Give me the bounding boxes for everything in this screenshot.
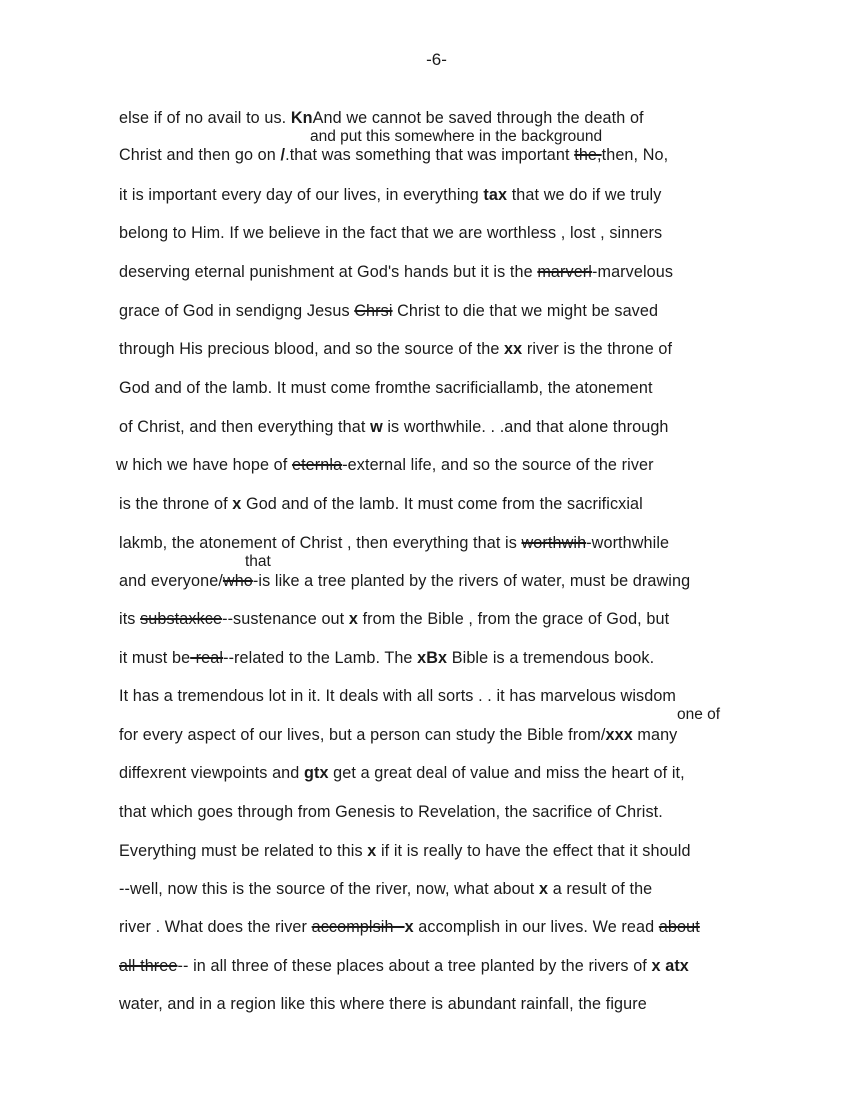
text-line	[119, 649, 654, 668]
text-segment: diffexrent viewpoints and	[119, 764, 304, 782]
text-segment: lakmb, the atonement of Christ , then everything that is	[119, 534, 522, 552]
text-line	[119, 340, 672, 359]
text-segment: and everyone/	[119, 572, 223, 590]
text-segment: -marvelous	[592, 263, 674, 281]
overtyped-text: /	[280, 146, 286, 164]
text-segment: --sustenance out	[222, 610, 349, 628]
text-line	[119, 842, 691, 861]
text-line	[119, 224, 662, 243]
overtyped-text: xxx	[605, 726, 633, 744]
overtyped-text: x	[367, 842, 377, 860]
text-segment: water, and in a region like this where there is abundant rainfall, the figure	[119, 995, 647, 1013]
text-segment: -is like a tree planted by the rivers of water, must be drawing	[252, 572, 691, 590]
interlinear-insertion: one of	[677, 706, 721, 723]
text-line	[119, 534, 669, 553]
overtyped-text: Kn	[290, 109, 313, 127]
text-line	[119, 995, 647, 1014]
text-segment: w hich we have hope of	[116, 456, 292, 474]
text-segment: if it is really to have the effect that it should	[376, 842, 691, 860]
text-line	[119, 263, 673, 282]
struck-text: about	[658, 918, 700, 936]
overtyped-text: x	[348, 610, 358, 628]
text-segment: Bible is a tremendous book.	[447, 649, 655, 667]
text-segment: else if of no avail to us.	[119, 109, 291, 127]
struck-text: worthwih	[521, 534, 587, 552]
text-line	[119, 186, 661, 205]
text-line	[119, 918, 700, 937]
text-line	[119, 957, 689, 976]
overtyped-text: x	[232, 495, 242, 513]
text-segment: river . What does the river	[119, 918, 312, 936]
struck-text: all three	[119, 957, 178, 975]
text-segment: is worthwhile. . .and that alone through	[382, 418, 669, 436]
interlinear-insertion: and put this somewhere in the background	[310, 128, 603, 145]
text-segment: it is important every day of our lives, in everything	[119, 186, 484, 204]
text-line	[119, 146, 668, 165]
interlinear-insertion: that	[245, 553, 271, 570]
text-segment: is the throne of	[119, 495, 233, 513]
text-line	[119, 610, 669, 629]
overtyped-text: w	[370, 418, 383, 436]
struck-text: who	[222, 572, 253, 590]
text-segment: Christ and then go on	[119, 146, 281, 164]
text-segment: .that was something that was important	[285, 146, 575, 164]
overtyped-text: x atx	[651, 957, 689, 975]
text-line	[119, 880, 652, 899]
text-segment: -external life, and so the source of the river	[342, 456, 654, 474]
text-segment: river is the throne of	[522, 340, 673, 358]
text-segment: --well, now this is the source of the river, now, what about	[119, 880, 539, 898]
text-segment: It has a tremendous lot in it. It deals with all sorts . . it has marvelous wisdom	[119, 687, 677, 705]
text-segment: that which goes through from Genesis to Revelation, the sacrifice of Christ.	[119, 803, 663, 821]
text-line	[116, 456, 654, 475]
text-segment: grace of God in sendigng Jesus	[119, 302, 355, 320]
struck-text: the,	[574, 146, 602, 164]
text-line	[119, 803, 663, 822]
text-segment: for every aspect of our lives, but a person can study the Bible from/	[119, 726, 606, 744]
text-line	[119, 109, 644, 128]
text-line	[119, 379, 653, 398]
struck-text: eternla	[291, 456, 343, 474]
text-segment: Everything must be related to this	[119, 842, 368, 860]
struck-text: substaxkce	[140, 610, 223, 628]
overtyped-text: tax	[483, 186, 508, 204]
text-segment: -worthwhile	[586, 534, 670, 552]
text-line	[119, 572, 690, 591]
overtyped-text: xx	[504, 340, 523, 358]
text-line	[119, 687, 676, 706]
text-segment: God and of the lamb. It must come from the sacrificxial	[241, 495, 643, 513]
overtyped-text: gtx	[303, 764, 329, 782]
text-segment: through His precious blood, and so the source of the	[119, 340, 505, 358]
text-segment: --related to the Lamb. The	[223, 649, 418, 667]
text-segment: Christ to die that we might be saved	[392, 302, 659, 320]
text-line	[119, 764, 685, 783]
struck-text: accomplsih--	[311, 918, 405, 936]
text-segment: belong to Him. If we believe in the fact that we are worthless , lost , sinners	[119, 224, 663, 242]
text-segment: accomplish in our lives. We read	[413, 918, 659, 936]
text-segment: its	[119, 610, 141, 628]
text-segment: And we cannot be saved through the death of	[312, 109, 644, 127]
text-segment: from the Bible , from the grace of God, but	[357, 610, 670, 628]
text-segment: God and of the lamb. It must come fromthe sacrificiallamb, the atonement	[119, 379, 653, 397]
struck-text: -real	[190, 649, 224, 667]
text-segment: it must be	[119, 649, 191, 667]
text-segment: a result of the	[548, 880, 653, 898]
text-line	[119, 726, 677, 745]
text-segment: -- in all three of these places about a tree planted by the rivers of	[177, 957, 652, 975]
overtyped-text: x	[404, 918, 414, 936]
struck-text: Chrsi	[354, 302, 393, 320]
overtyped-text: xBx	[417, 649, 448, 667]
text-line	[119, 418, 669, 437]
text-segment: then, No,	[601, 146, 669, 164]
struck-text: marverl	[537, 263, 592, 281]
text-line	[119, 302, 658, 321]
text-segment: get a great deal of value and miss the heart of it,	[328, 764, 685, 782]
overtyped-text: x	[538, 880, 549, 898]
page-number: -6-	[426, 50, 447, 69]
text-line	[119, 495, 643, 514]
text-segment: many	[632, 726, 678, 744]
text-segment: that we do if we truly	[507, 186, 662, 204]
text-segment: of Christ, and then everything that	[119, 418, 371, 436]
text-segment: deserving eternal punishment at God's hands but it is the	[119, 263, 538, 281]
